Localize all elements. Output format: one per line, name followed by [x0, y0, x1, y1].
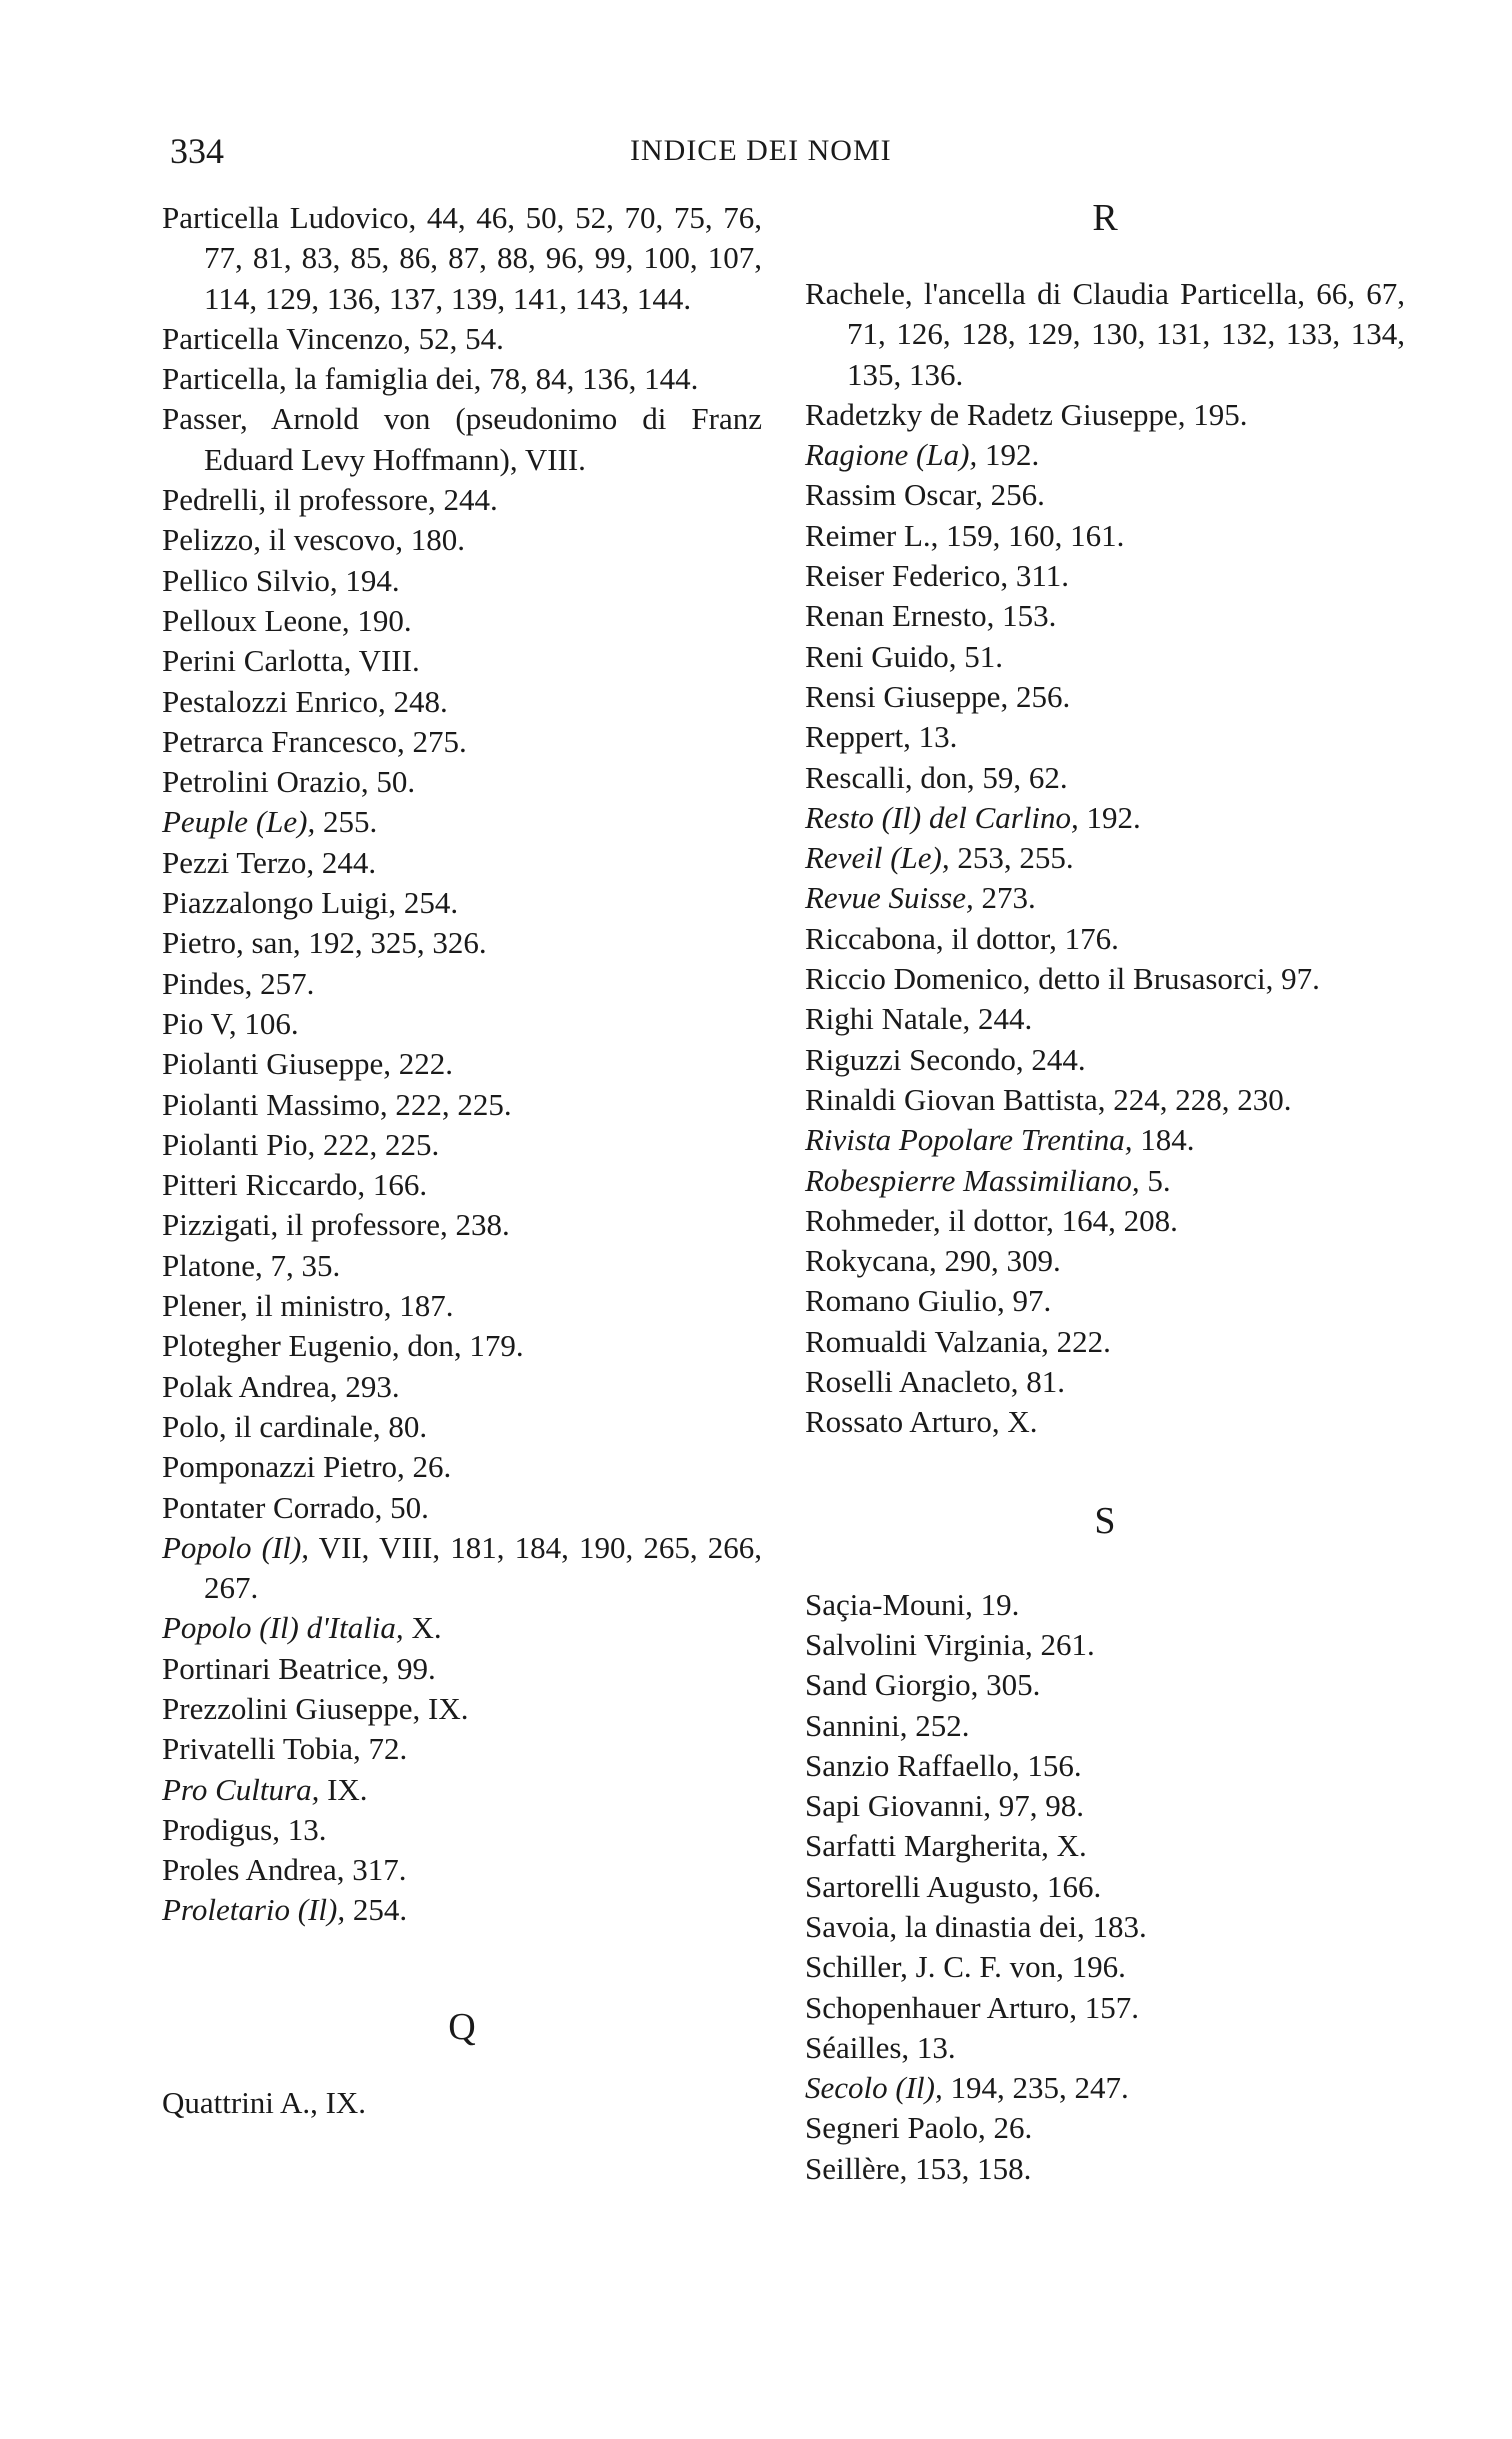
- index-entry: Rescalli, don, 59, 62.: [805, 759, 1068, 795]
- page-number: 334: [170, 131, 224, 171]
- index-entry: Pedrelli, il professore, 244.: [162, 482, 498, 518]
- index-entry: [805, 838, 1405, 878]
- index-entry: Sanzio Raffaello, 156.: [805, 1747, 1082, 1783]
- index-entry: Rohmeder, il dottor, 164, 208.: [805, 1202, 1178, 1238]
- page-refs: 254.: [345, 1892, 408, 1928]
- index-entry: [805, 1120, 1405, 1160]
- publication-title: Secolo (Il),: [805, 2070, 943, 2106]
- page-refs: 253, 255.: [949, 840, 1074, 876]
- index-entry: Pontater Corrado, 50.: [162, 1489, 429, 1525]
- index-entry: Sartorelli Augusto, 166.: [805, 1868, 1102, 1904]
- index-entry: Roselli Anacleto, 81.: [805, 1364, 1066, 1400]
- publication-title: Proletario (Il),: [162, 1892, 346, 1928]
- index-entry: Passer, Arnold von (pseudonimo di Franz Eduard Levy Hoffmann), VIII.: [162, 401, 762, 477]
- index-entry: Sannini, 252.: [805, 1707, 970, 1743]
- index-entry: [162, 802, 762, 842]
- person-name-italic: Robespierre Massimiliano,: [805, 1162, 1140, 1198]
- index-entry: Sand Giorgio, 305.: [805, 1667, 1041, 1703]
- page-refs: 184.: [1132, 1122, 1195, 1158]
- section-letter-r: R: [1092, 197, 1118, 239]
- index-entry: Schopenhauer Arturo, 157.: [805, 1989, 1140, 2025]
- publication-title: Reveil (Le),: [805, 840, 950, 876]
- index-entry: [805, 1161, 1405, 1201]
- page-refs: 194, 235, 247.: [942, 2070, 1129, 2106]
- index-entry: Sapi Giovanni, 97, 98.: [805, 1788, 1084, 1824]
- page-header: [170, 130, 1342, 180]
- index-entry: [162, 1608, 762, 1648]
- publication-title: Rivista Popolare Trentina,: [805, 1122, 1133, 1158]
- page-refs: 192.: [977, 437, 1040, 473]
- index-entry: Particella, la famiglia dei, 78, 84, 136, 144.: [162, 361, 699, 397]
- page-refs: 192.: [1078, 799, 1141, 835]
- index-entry: Polo, il cardinale, 80.: [162, 1408, 428, 1444]
- index-entry: Pizzigati, il professore, 238.: [162, 1207, 510, 1243]
- running-title: INDICE DEI NOMI: [630, 134, 892, 167]
- publication-title: Ragione (La),: [805, 437, 978, 473]
- index-entry: Schiller, J. C. F. von, 196.: [805, 1949, 1126, 1985]
- page-refs: 273.: [973, 880, 1036, 916]
- index-entry: Pelloux Leone, 190.: [162, 602, 412, 638]
- index-entry: Seillère, 153, 158.: [805, 2150, 1032, 2186]
- index-entry: Piolanti Giuseppe, 222.: [162, 1046, 454, 1082]
- index-entry: Renan Ernesto, 153.: [805, 598, 1057, 634]
- index-entry: Savoia, la dinastia dei, 183.: [805, 1908, 1147, 1944]
- index-entry: Platone, 7, 35.: [162, 1247, 341, 1283]
- page-refs: VII, VIII, 181, 184, 190, 265, 266, 267.: [204, 1529, 762, 1606]
- index-entry: Righi Natale, 244.: [805, 1001, 1033, 1037]
- index-entry: Rossato Arturo, X.: [805, 1404, 1038, 1440]
- index-entry: Rachele, l'ancella di Claudia Particella, 66, 67, 71, 126, 128, 129, 130, 131, 132, 133, 134, 135, 136.: [805, 276, 1405, 392]
- index-entry: Particella Ludovico, 44, 46, 50, 52, 70, 75, 76, 77, 81, 83, 85, 86, 87, 88, 96, 99, 100, 107, 114, 129, 136, 137, 139, 141, 143, 144.: [162, 200, 762, 316]
- index-entry: Privatelli Tobia, 72.: [162, 1731, 408, 1767]
- index-entry: Reppert, 13.: [805, 719, 958, 755]
- index-entry: Piolanti Pio, 222, 225.: [162, 1126, 440, 1162]
- index-entry: [805, 798, 1405, 838]
- publication-title: Peuple (Le),: [162, 804, 316, 840]
- index-entry: Romano Giulio, 97.: [805, 1283, 1052, 1319]
- index-entry: Rensi Giuseppe, 256.: [805, 678, 1071, 714]
- index-entry: Séailles, 13.: [805, 2029, 956, 2065]
- page-refs: IX.: [319, 1771, 368, 1807]
- index-entry: Riguzzi Secondo, 244.: [805, 1041, 1086, 1077]
- page-refs: 5.: [1139, 1162, 1171, 1198]
- index-entry: Petrolini Orazio, 50.: [162, 764, 416, 800]
- index-entry: Prezzolini Giuseppe, IX.: [162, 1690, 469, 1726]
- index-entry: Rinaldi Giovan Battista, 224, 228, 230.: [805, 1081, 1292, 1117]
- index-entry: Particella Vincenzo, 52, 54.: [162, 320, 504, 356]
- page-refs: X.: [403, 1610, 442, 1646]
- index-entry: [162, 1890, 762, 1930]
- left-index-column: [162, 198, 762, 2123]
- index-entry: Piazzalongo Luigi, 254.: [162, 885, 459, 921]
- index-entry: Perini Carlotta, VIII.: [162, 643, 420, 679]
- index-entry: Saçia-Mouni, 19.: [805, 1586, 1020, 1622]
- index-entry: Reiser Federico, 311.: [805, 558, 1069, 594]
- index-entry: Reni Guido, 51.: [805, 638, 1004, 674]
- index-entry: Pindes, 257.: [162, 965, 315, 1001]
- index-entry: Pietro, san, 192, 325, 326.: [162, 925, 487, 961]
- index-entry: Pelizzo, il vescovo, 180.: [162, 522, 466, 558]
- publication-title: Popolo (Il) d'Italia,: [162, 1610, 404, 1646]
- index-entry: Radetzky de Radetz Giuseppe, 195.: [805, 396, 1248, 432]
- index-entry: Reimer L., 159, 160, 161.: [805, 517, 1125, 553]
- index-entry: Petrarca Francesco, 275.: [162, 723, 467, 759]
- index-entry: Pitteri Riccardo, 166.: [162, 1167, 428, 1203]
- index-entry: Segneri Paolo, 26.: [805, 2110, 1033, 2146]
- index-entry: [162, 1770, 762, 1810]
- index-entry: Pellico Silvio, 194.: [162, 562, 400, 598]
- index-entry: Plotegher Eugenio, don, 179.: [162, 1328, 524, 1364]
- index-entry: Pomponazzi Pietro, 26.: [162, 1449, 452, 1485]
- index-entry: Pezzi Terzo, 244.: [162, 844, 377, 880]
- index-entry: Pio V, 106.: [162, 1005, 299, 1041]
- index-entry: Salvolini Virginia, 261.: [805, 1626, 1095, 1662]
- index-entry: Riccio Domenico, detto il Brusasorci, 97.: [805, 961, 1320, 997]
- index-entry: Sarfatti Margherita, X.: [805, 1828, 1087, 1864]
- publication-title: Pro Cultura,: [162, 1771, 320, 1807]
- right-index-column: [805, 198, 1405, 2189]
- index-entry: Quattrini A., IX.: [162, 2084, 367, 2120]
- index-entry: Portinari Beatrice, 99.: [162, 1650, 436, 1686]
- index-entry: [162, 1528, 762, 1609]
- page-refs: 255.: [315, 804, 378, 840]
- index-entry: Plener, il ministro, 187.: [162, 1288, 454, 1324]
- index-entry: Rassim Oscar, 256.: [805, 477, 1045, 513]
- publication-title: Popolo (Il),: [162, 1529, 310, 1565]
- index-entry: Proles Andrea, 317.: [162, 1852, 407, 1888]
- index-entry: [805, 878, 1405, 918]
- publication-title: Resto (Il) del Carlino,: [805, 799, 1079, 835]
- index-entry: Pestalozzi Enrico, 248.: [162, 683, 448, 719]
- publication-title: Revue Suisse,: [805, 880, 974, 916]
- index-entry: Prodigus, 13.: [162, 1811, 327, 1847]
- index-entry: [805, 2068, 1405, 2108]
- index-entry: Romualdi Valzania, 222.: [805, 1323, 1111, 1359]
- index-entry: Polak Andrea, 293.: [162, 1368, 400, 1404]
- index-entry: Piolanti Massimo, 222, 225.: [162, 1086, 512, 1122]
- section-letter-q: Q: [448, 2005, 476, 2048]
- index-entry: [805, 435, 1405, 475]
- index-entry: Riccabona, il dottor, 176.: [805, 920, 1119, 956]
- section-letter-s: S: [1094, 1499, 1116, 1542]
- index-entry: Rokycana, 290, 309.: [805, 1243, 1061, 1279]
